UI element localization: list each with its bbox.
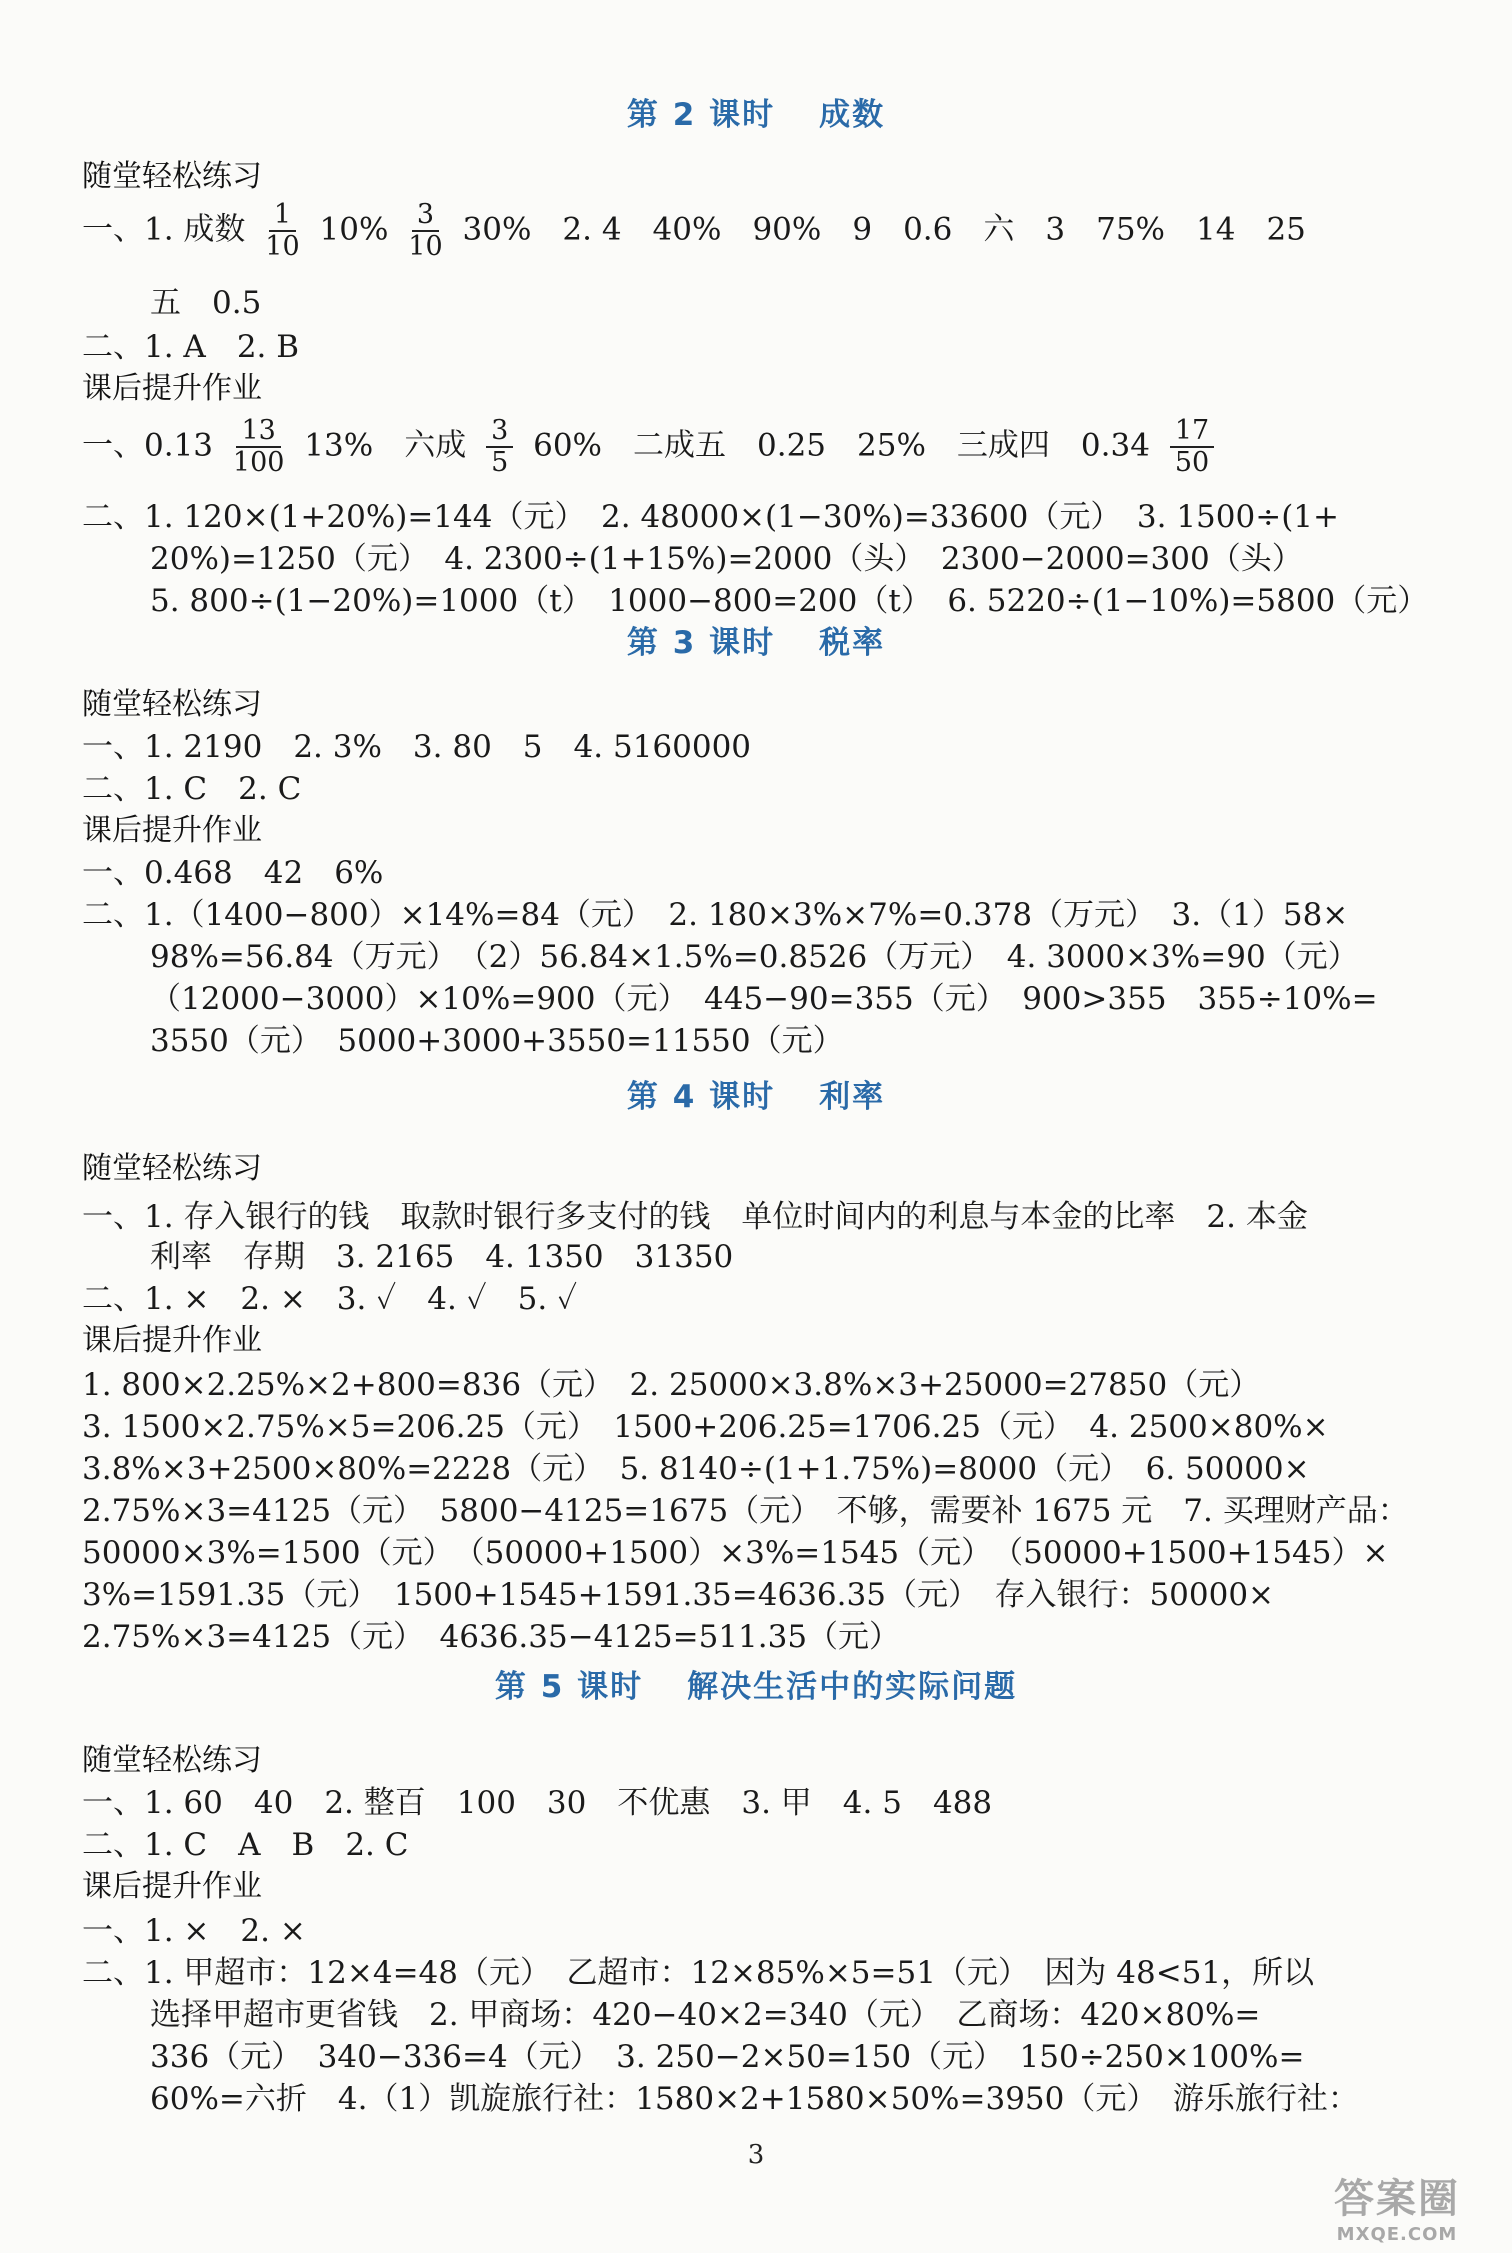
answer-line: 3.8%×3+2500×80%=2228（元） 5. 8140÷(1+1.75%)=8000（元） 6. 50000× bbox=[82, 1451, 1310, 1487]
fraction bbox=[233, 416, 285, 478]
section-lesson-label: 第 3 课时 bbox=[626, 625, 776, 661]
answer-line: 一、0.468 42 6% bbox=[82, 855, 384, 891]
section-lesson-label: 第 2 课时 bbox=[626, 97, 776, 133]
answer-line: 2.75%×3=4125（元） 4636.35−4125=511.35（元） bbox=[82, 1619, 901, 1655]
answer-text: 一、0.13 bbox=[82, 427, 214, 464]
fraction-numerator: 3 bbox=[412, 200, 439, 232]
answer-line: 二、1. 甲超市：12×4=48（元） 乙超市：12×85%×5=51（元） 因为 48<51，所以 bbox=[82, 1955, 1315, 1991]
fraction-denominator: 10 bbox=[265, 231, 300, 262]
subheading-homework: 课后提升作业 bbox=[82, 1869, 262, 1904]
answer-line: 3%=1591.35（元） 1500+1545+1591.35=4636.35（元） 存入银行：50000× bbox=[82, 1577, 1275, 1613]
answer-line: 二、1. 120×(1+20%)=144（元） 2. 48000×(1−30%)=33600（元） 3. 1500÷(1+ bbox=[82, 499, 1339, 535]
subheading-practice: 随堂轻松练习 bbox=[82, 159, 262, 194]
answer-line: 二、1. × 2. × 3. ✓ 4. ✓ 5. ✓ bbox=[82, 1281, 578, 1317]
subheading-practice: 随堂轻松练习 bbox=[82, 1743, 262, 1778]
answer-line: 一、1. × 2. × bbox=[82, 1913, 306, 1949]
answer-line: 336（元） 340−336=4（元） 3. 250−2×50=150（元） 150÷250×100%= bbox=[150, 2039, 1305, 2075]
section-topic-label: 利率 bbox=[819, 1079, 886, 1115]
fraction-numerator: 1 bbox=[269, 200, 296, 232]
answer-line: 一、1. 60 40 2. 整百 100 30 不优惠 3. 甲 4. 5 488 bbox=[82, 1785, 993, 1821]
fraction bbox=[1170, 416, 1214, 478]
answer-line: 5. 800÷(1−20%)=1000（t） 1000−800=200（t） 6. 5220÷(1−10%)=5800（元） bbox=[150, 583, 1429, 619]
section-title-5 bbox=[0, 1666, 1512, 1708]
answer-text: 10% bbox=[319, 211, 389, 248]
answer-line: 20%)=1250（元） 4. 2300÷(1+15%)=2000（头） 2300−2000=300（头） bbox=[150, 541, 1303, 577]
subheading-homework: 课后提升作业 bbox=[82, 1323, 262, 1358]
answer-line: 二、1. C A B 2. C bbox=[82, 1827, 409, 1863]
section-lesson-label: 第 4 课时 bbox=[626, 1079, 776, 1115]
fraction-denominator: 50 bbox=[1174, 447, 1210, 478]
page-number: 3 bbox=[747, 2140, 765, 2170]
section-title-2 bbox=[0, 94, 1512, 136]
answer-line: 一、1. 2190 2. 3% 3. 80 5 4. 5160000 bbox=[82, 729, 752, 765]
section-topic-label: 税率 bbox=[819, 625, 886, 661]
fraction bbox=[265, 200, 299, 262]
answer-text: 60% 二成五 0.25 25% 三成四 0.34 bbox=[533, 427, 1150, 464]
fraction bbox=[486, 416, 513, 478]
fraction-numerator: 3 bbox=[486, 416, 513, 448]
subheading-homework: 课后提升作业 bbox=[82, 371, 262, 406]
fraction-denominator: 100 bbox=[232, 447, 285, 478]
answer-line: 选择甲超市更省钱 2. 甲商场：420−40×2=340（元） 乙商场：420×80%= bbox=[150, 1997, 1261, 2033]
fraction-numerator: 17 bbox=[1170, 416, 1214, 448]
answer-line: 60%=六折 4.（1）凯旋旅行社：1580×2+1580×50%=3950（元） 游乐旅行社： bbox=[150, 2081, 1359, 2117]
answer-line: 二、1. C 2. C bbox=[82, 771, 302, 807]
watermark-logo-text: 答案圈 bbox=[1334, 2176, 1460, 2222]
answer-line: 3. 1500×2.75%×5=206.25（元） 1500+206.25=1706.25（元） 4. 2500×80%× bbox=[82, 1409, 1329, 1445]
answer-line bbox=[82, 200, 1442, 262]
section-lesson-label: 第 5 课时 bbox=[494, 1669, 644, 1705]
section-topic-label: 解决生活中的实际问题 bbox=[687, 1669, 1018, 1705]
answer-line: 二、1. A 2. B bbox=[82, 329, 300, 365]
answer-line: 3550（元） 5000+3000+3550=11550（元） bbox=[150, 1023, 844, 1059]
answer-line bbox=[82, 416, 1442, 478]
subheading-practice: 随堂轻松练习 bbox=[82, 1151, 262, 1186]
answer-line: 二、1.（1400−800）×14%=84（元） 2. 180×3%×7%=0.378（万元） 3.（1）58× bbox=[82, 897, 1349, 933]
fraction-numerator: 13 bbox=[236, 416, 280, 448]
answer-text: 一、1. 成数 bbox=[82, 211, 246, 248]
section-topic-label: 成数 bbox=[819, 97, 886, 133]
answer-line: 利率 存期 3. 2165 4. 1350 31350 bbox=[150, 1239, 734, 1275]
answer-line: （12000−3000）×10%=900（元） 445−90=355（元） 900>355 355÷10%= bbox=[150, 981, 1378, 1017]
answer-line: 五 0.5 bbox=[150, 285, 262, 321]
fraction-denominator: 10 bbox=[408, 231, 443, 262]
section-title-4 bbox=[0, 1076, 1512, 1118]
fraction-denominator: 5 bbox=[491, 447, 509, 478]
answer-text: 13% 六成 bbox=[304, 427, 467, 464]
answer-line: 一、1. 存入银行的钱 取款时银行多支付的钱 单位时间内的利息与本金的比率 2. 本金 bbox=[82, 1199, 1308, 1235]
answer-line: 2.75%×3=4125（元） 5800−4125=1675（元） 不够，需要补 1675 元 7. 买理财产品： bbox=[82, 1493, 1409, 1529]
answer-line: 1. 800×2.25%×2+800=836（元） 2. 25000×3.8%×3+25000=27850（元） bbox=[82, 1367, 1261, 1403]
answer-text: 30% 2. 4 40% 90% 9 0.6 六 3 75% 14 25 bbox=[462, 211, 1306, 248]
fraction bbox=[408, 200, 442, 262]
watermark-logo bbox=[1302, 2167, 1492, 2247]
subheading-practice: 随堂轻松练习 bbox=[82, 687, 262, 722]
subheading-homework: 课后提升作业 bbox=[82, 813, 262, 848]
section-title-3 bbox=[0, 622, 1512, 664]
answer-line: 50000×3%=1500（元） （50000+1500）×3%=1545（元） （50000+1500+1545）× bbox=[82, 1535, 1389, 1571]
watermark-url: MXQE.COM bbox=[1336, 2224, 1458, 2245]
answer-line: 98%=56.84（万元） （2）56.84×1.5%=0.8526（万元） 4. 3000×3%=90（元） bbox=[150, 939, 1359, 975]
